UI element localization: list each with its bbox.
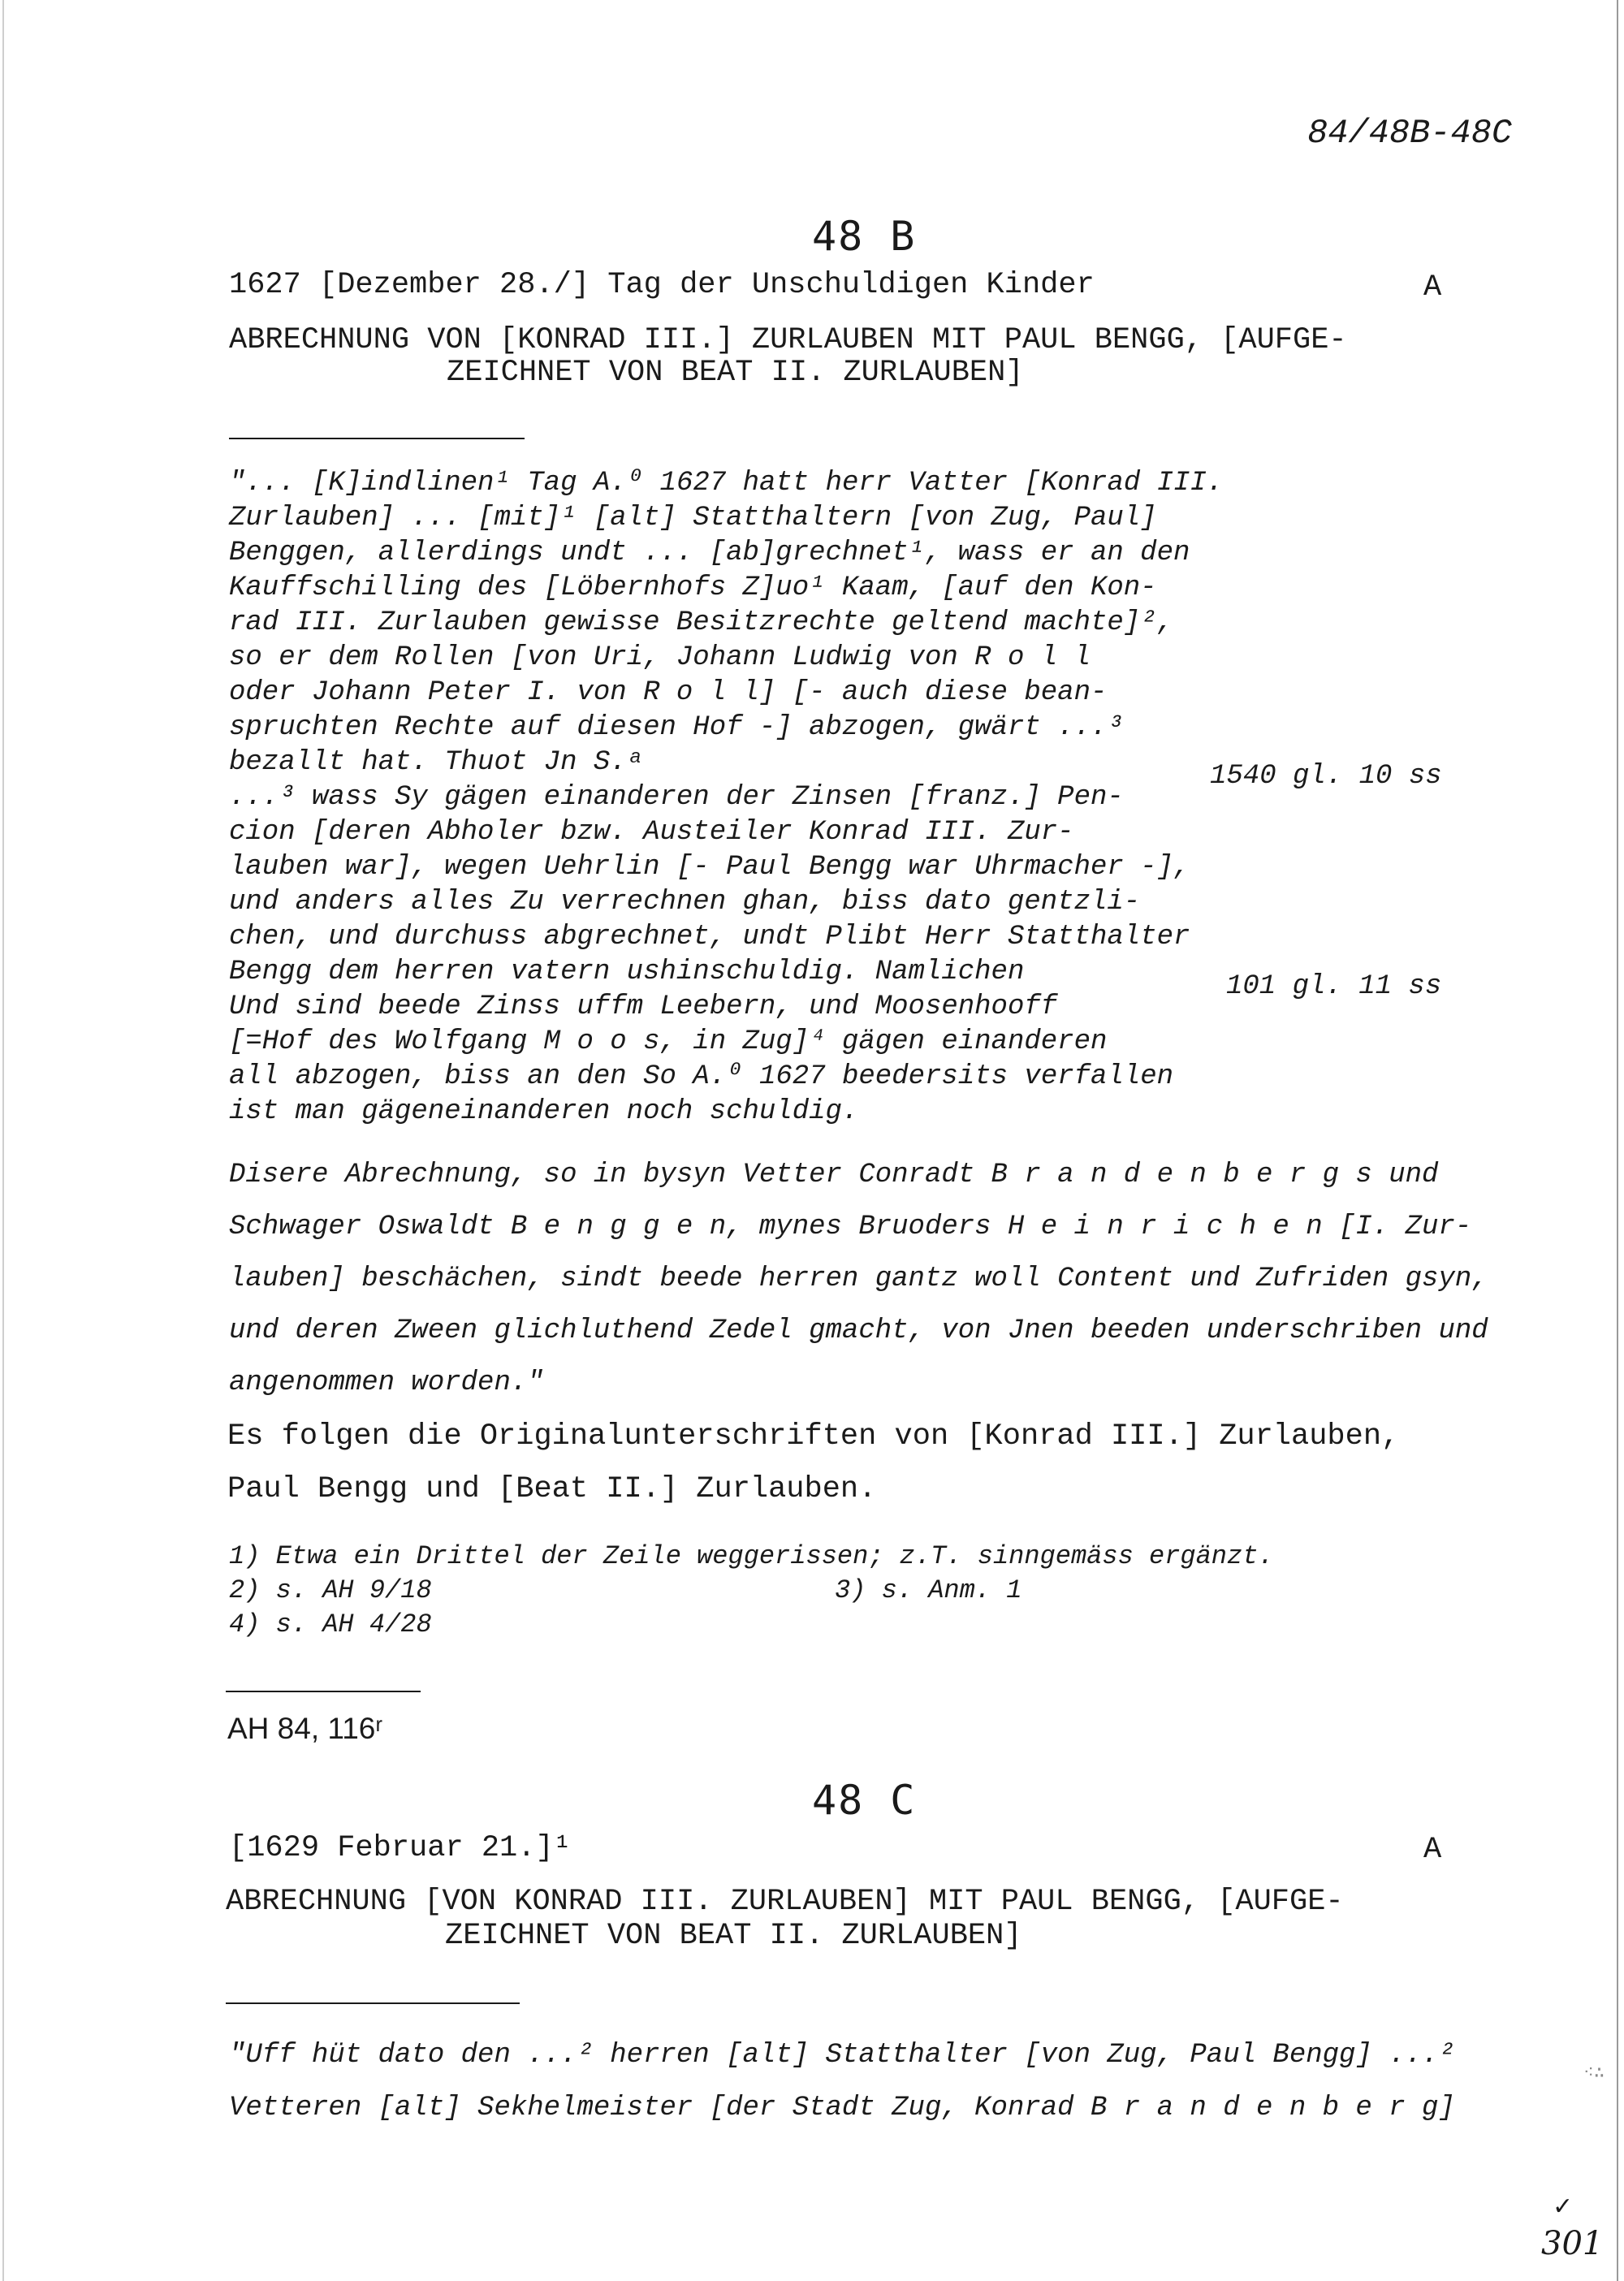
document-title-48c-line2: ZEICHNET VON BEAT II. ZURLAUBEN] <box>445 1919 1022 1953</box>
quote-line: Benggen, allerdings undt ... [ab]grechnet¹, wass er an den <box>229 538 1190 568</box>
editorial-note-line1: Es folgen die Originalunterschriften von [Konrad III.] Zurlauben, <box>227 1419 1400 1454</box>
quote-line: chen, und durchuss abgrechnet, undt Plibt Herr Statthalter <box>229 922 1190 953</box>
document-type-letter-48c: A <box>1423 1833 1442 1867</box>
continuation-line: lauben] beschächen, sindt beede herren gantz woll Content und Zufriden gsyn, <box>229 1264 1488 1294</box>
footnote-3: 3) s. Anm. 1 <box>835 1575 1022 1605</box>
footnote-2: 2) s. AH 9/18 <box>229 1575 432 1605</box>
document-title-48b-line2: ZEICHNET VON BEAT II. ZURLAUBEN] <box>447 356 1024 390</box>
continuation-line: angenommen worden." <box>229 1367 544 1398</box>
footnote-1: 1) Etwa ein Drittel der Zeile weggerissen; z.T. sinngemäss ergänzt. <box>229 1541 1274 1571</box>
continuation-line: Schwager Oswaldt B e n g g e n, mynes Bruoders H e i n r i c h e n [I. Zur- <box>229 1212 1472 1242</box>
separator-rule-48b <box>229 438 525 439</box>
document-title-48c-line1: ABRECHNUNG [VON KONRAD III. ZURLAUBEN] MIT PAUL BENGG, [AUFGE- <box>226 1885 1344 1919</box>
margin-smudge: ⁖∴ <box>1583 2063 1605 2083</box>
quote-line: so er dem Rollen [von Uri, Johann Ludwig von R o l l <box>229 642 1091 673</box>
document-type-letter-48b: A <box>1423 270 1442 305</box>
quote-line: ist man gägeneinanderen noch schuldig. <box>229 1096 859 1127</box>
archive-source-reference: AH 84, 116ʳ <box>227 1712 383 1745</box>
amount-1540-gulden: 1540 gl. 10 ss <box>1210 761 1442 792</box>
quote-line: lauben war], wegen Uehrlin [- Paul Bengg war Uhrmacher -], <box>229 852 1190 883</box>
quote-block-48b <box>229 466 1223 1130</box>
amount-101-gulden: 101 gl. 11 ss <box>1226 971 1442 1002</box>
quote-line-48c: "Uff hüt dato den ...² herren [alt] Statthalter [von Zug, Paul Bengg] ...² <box>229 2040 1455 2071</box>
checkmark-icon: ✓ <box>1553 2192 1574 2221</box>
continuation-line: Disere Abrechnung, so in bysyn Vetter Conradt B r a n d e n b e r g s und <box>229 1160 1439 1190</box>
page-reference: 84/48B-48C <box>1307 114 1513 153</box>
quote-line: oder Johann Peter I. von R o l l] [- auch diese bean- <box>229 677 1108 708</box>
quote-line: Bengg dem herren vatern ushinschuldig. Namlichen <box>229 957 1025 987</box>
quote-line: spruchten Rechte auf diesen Hof -] abzogen, gwärt ...³ <box>229 712 1124 743</box>
handwritten-page-number: 301 <box>1541 2225 1604 2262</box>
quote-line: Zurlauben] ... [mit]¹ [alt] Statthaltern [von Zug, Paul] <box>229 503 1157 534</box>
quote-line: Und sind beede Zinss uffm Leebern, und Moosenhooff <box>229 991 1058 1022</box>
document-title-48b-line1: ABRECHNUNG VON [KONRAD III.] ZURLAUBEN MIT PAUL BENGG, [AUFGE- <box>229 323 1347 357</box>
quote-line-48c: Vetteren [alt] Sekhelmeister [der Stadt Zug, Konrad B r a n d e n b e r g] <box>229 2093 1455 2123</box>
separator-rule-source <box>226 1691 421 1692</box>
document-date-48c: [1629 Februar 21.]¹ <box>229 1831 572 1865</box>
quote-line: rad III. Zurlauben gewisse Besitzrechte geltend machte]², <box>229 607 1173 638</box>
quote-line: bezallt hat. Thuot Jn S.ᵃ <box>229 747 644 778</box>
quote-line: [=Hof des Wolfgang M o o s, in Zug]⁴ gägen einanderen <box>229 1026 1108 1057</box>
quote-line: all abzogen, biss an den So A.⁰ 1627 beedersits verfallen <box>229 1061 1174 1092</box>
separator-rule-48c <box>226 2002 520 2004</box>
editorial-note-line2: Paul Bengg und [Beat II.] Zurlauben. <box>227 1472 877 1506</box>
quote-line: cion [deren Abholer bzw. Austeiler Konrad III. Zur- <box>229 817 1074 848</box>
quote-line: "... [K]indlinen¹ Tag A.⁰ 1627 hatt herr Vatter [Konrad III. <box>229 468 1224 499</box>
continuation-line: und deren Zween glichluthend Zedel gmacht, von Jnen beeden underschriben und <box>229 1315 1488 1346</box>
quote-line: und anders alles Zu verrechnen ghan, biss dato gentzli- <box>229 887 1141 918</box>
document-number-48b: 48 B <box>812 213 917 260</box>
quote-line: Kauffschilling des [Löbernhofs Z]uo¹ Kaam, [auf den Kon- <box>229 572 1157 603</box>
document-date-48b: 1627 [Dezember 28./] Tag der Unschuldigen Kinder <box>229 268 1095 302</box>
document-number-48c: 48 C <box>812 1777 917 1824</box>
footnote-4: 4) s. AH 4/28 <box>229 1609 432 1639</box>
quote-line: ...³ wass Sy gägen einanderen der Zinsen [franz.] Pen- <box>229 782 1124 813</box>
